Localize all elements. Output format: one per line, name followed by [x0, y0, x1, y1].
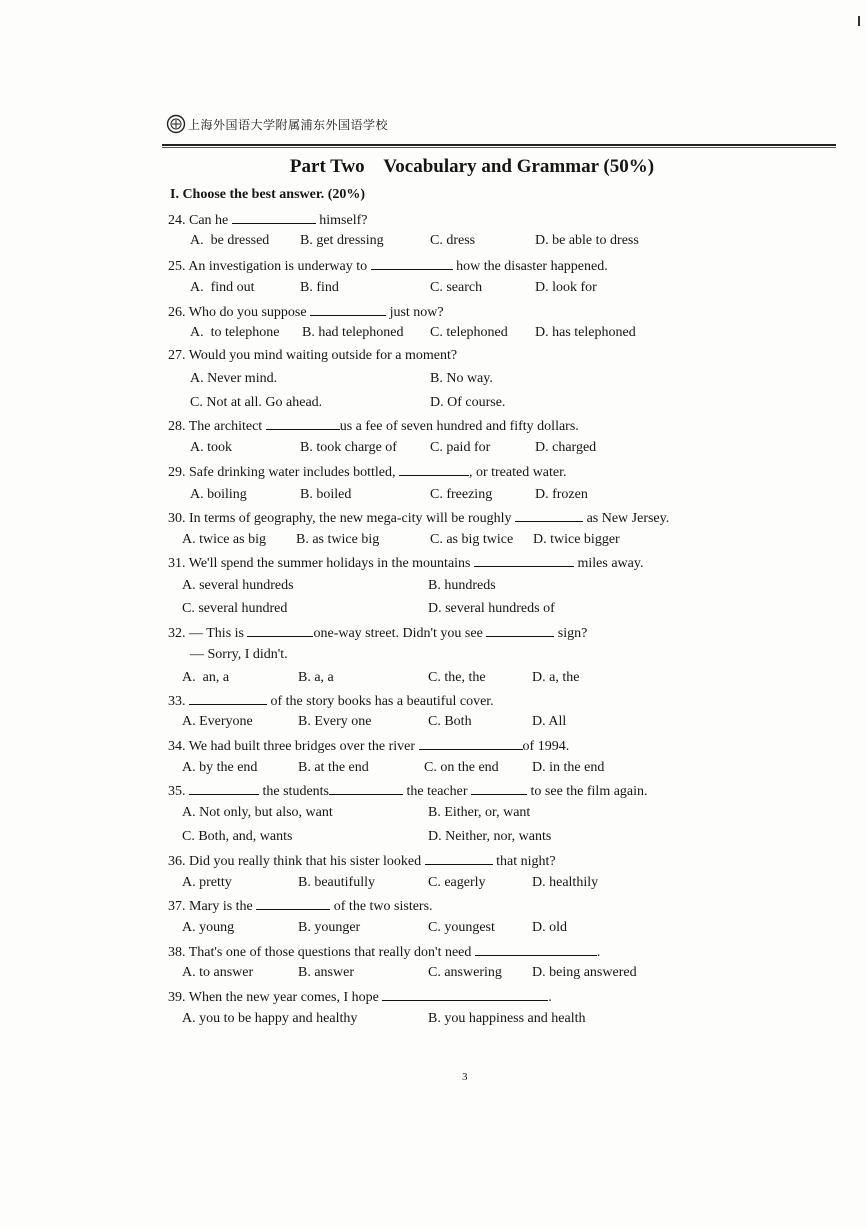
- option-c: C. paid for: [430, 440, 491, 455]
- question-number: 24: [168, 213, 182, 228]
- page-title: Part Two Vocabulary and Grammar (50%): [289, 156, 655, 177]
- answer-blank[interactable]: [232, 210, 316, 224]
- option-c: C. Both: [428, 714, 472, 729]
- answer-blank[interactable]: [474, 553, 574, 567]
- answer-blank[interactable]: [475, 942, 597, 956]
- option-b: B. you happiness and health: [428, 1011, 586, 1026]
- school-header: [166, 112, 466, 136]
- question-34: 34. We had built three bridges over the river of 1994.: [168, 736, 569, 756]
- question-number: 35: [168, 784, 182, 799]
- option-d: D. old: [532, 920, 567, 935]
- header-rule-thin: [162, 147, 836, 148]
- option-a: A. you to be happy and healthy: [182, 1011, 358, 1026]
- option-c: C. Both, and, wants: [182, 829, 293, 844]
- option-a: A. an, a: [182, 670, 230, 685]
- question-25: 25. An investigation is underway to how the disaster happened.: [168, 256, 608, 276]
- option-a: A. twice as big: [182, 532, 266, 547]
- option-d: D. All: [532, 714, 567, 729]
- dialogue-reply: — Sorry, I didn't.: [190, 647, 288, 662]
- question-number: 25: [168, 259, 182, 274]
- option-a: A. Never mind.: [190, 371, 278, 386]
- question-31: 31. We'll spend the summer holidays in the mountains miles away.: [168, 553, 643, 573]
- question-number: 34: [168, 739, 182, 754]
- question-33: 33. of the story books has a beautiful cover.: [168, 691, 494, 711]
- answer-blank[interactable]: [189, 691, 267, 705]
- question-number: 26: [168, 305, 182, 320]
- answer-blank[interactable]: [266, 416, 340, 430]
- option-c: C. search: [430, 280, 483, 295]
- answer-blank[interactable]: [371, 256, 453, 270]
- option-b: B. hundreds: [428, 578, 496, 593]
- question-35: 35. the students the teacher to see the film again.: [168, 781, 648, 801]
- option-b: B. get dressing: [300, 233, 384, 248]
- header-rule: [162, 144, 836, 146]
- answer-blank[interactable]: [247, 623, 313, 637]
- answer-blank[interactable]: [189, 781, 259, 795]
- question-30: 30. In terms of geography, the new mega-city will be roughly as New Jersey.: [168, 508, 669, 528]
- option-d: D. a, the: [532, 670, 580, 685]
- school-logo-icon: [166, 114, 186, 134]
- page-number: 3: [462, 1071, 468, 1083]
- option-b: B. as twice big: [296, 532, 380, 547]
- question-number: 38: [168, 945, 182, 960]
- question-32: 32. — This is one-way street. Didn't you see sign?: [168, 623, 587, 643]
- question-number: 39: [168, 990, 182, 1005]
- option-c: C. on the end: [424, 760, 499, 775]
- question-27: 27. Would you mind waiting outside for a moment?: [168, 348, 458, 363]
- option-c: C. eagerly: [428, 875, 486, 890]
- option-b: B. a, a: [298, 670, 334, 685]
- school-name: 上海外国语大学附属浦东外国语学校: [188, 117, 389, 132]
- option-d: D. twice bigger: [533, 532, 620, 547]
- question-37: 37. Mary is the of the two sisters.: [168, 896, 433, 916]
- option-c: C. Not at all. Go ahead.: [190, 395, 323, 410]
- option-b: B. Either, or, want: [428, 805, 531, 820]
- option-a: A. to telephone: [190, 325, 280, 340]
- option-b: B. boiled: [300, 487, 352, 502]
- option-c: C. answering: [428, 965, 502, 980]
- option-c: C. several hundred: [182, 601, 288, 616]
- answer-blank[interactable]: [256, 896, 330, 910]
- option-d: D. look for: [535, 280, 597, 295]
- question-36: 36. Did you really think that his sister looked that night?: [168, 851, 556, 871]
- option-b: B. Every one: [298, 714, 372, 729]
- option-b: B. find: [300, 280, 339, 295]
- question-number: 33: [168, 694, 182, 709]
- answer-blank[interactable]: [419, 736, 523, 750]
- option-b: B. No way.: [430, 371, 493, 386]
- answer-blank[interactable]: [471, 781, 527, 795]
- question-28: 28. The architect us a fee of seven hundred and fifty dollars.: [168, 416, 579, 436]
- question-24: 24. Can he himself?: [168, 210, 367, 230]
- option-b: B. at the end: [298, 760, 369, 775]
- option-c: C. telephoned: [430, 325, 508, 340]
- option-d: D. in the end: [532, 760, 605, 775]
- question-number: 31: [168, 556, 182, 571]
- option-b: B. answer: [298, 965, 354, 980]
- option-c: C. youngest: [428, 920, 495, 935]
- option-a: A. pretty: [182, 875, 232, 890]
- option-d: D. charged: [535, 440, 597, 455]
- option-d: D. Of course.: [430, 395, 506, 410]
- question-number: 30: [168, 511, 182, 526]
- question-number: 32: [168, 626, 182, 641]
- option-a: A. several hundreds: [182, 578, 294, 593]
- option-c: C. freezing: [430, 487, 493, 502]
- answer-blank[interactable]: [486, 623, 554, 637]
- question-number: 29: [168, 465, 182, 480]
- option-b: B. beautifully: [298, 875, 375, 890]
- option-d: D. has telephoned: [535, 325, 636, 340]
- question-29: 29. Safe drinking water includes bottled, , or treated water.: [168, 462, 567, 482]
- question-26: 26. Who do you suppose just now?: [168, 302, 444, 322]
- option-a: A. boiling: [190, 487, 247, 502]
- question-number: 27: [168, 348, 182, 363]
- scan-mark: [858, 16, 860, 26]
- question-number: 28: [168, 419, 182, 434]
- option-c: C. dress: [430, 233, 476, 248]
- option-d: D. being answered: [532, 965, 637, 980]
- option-a: A. be dressed: [190, 233, 270, 248]
- option-d: D. several hundreds of: [428, 601, 555, 616]
- answer-blank[interactable]: [310, 302, 386, 316]
- option-a: A. took: [190, 440, 232, 455]
- option-b: B. younger: [298, 920, 361, 935]
- option-c: C. as big twice: [430, 532, 514, 547]
- option-d: D. frozen: [535, 487, 588, 502]
- question-number: 36: [168, 854, 182, 869]
- section-heading: I. Choose the best answer. (20%): [170, 187, 366, 202]
- option-c: C. the, the: [428, 670, 486, 685]
- option-a: A. young: [182, 920, 235, 935]
- option-d: D. be able to dress: [535, 233, 639, 248]
- option-a: A. Not only, but also, want: [182, 805, 333, 820]
- answer-blank[interactable]: [382, 987, 548, 1001]
- option-a: A. to answer: [182, 965, 254, 980]
- option-b: B. had telephoned: [302, 325, 404, 340]
- question-number: 37: [168, 899, 182, 914]
- answer-blank[interactable]: [399, 462, 469, 476]
- option-d: D. healthily: [532, 875, 599, 890]
- answer-blank[interactable]: [425, 851, 493, 865]
- option-a: A. find out: [190, 280, 255, 295]
- option-a: A. Everyone: [182, 714, 253, 729]
- option-b: B. took charge of: [300, 440, 397, 455]
- option-d: D. Neither, nor, wants: [428, 829, 552, 844]
- question-38: 38. That's one of those questions that really don't need .: [168, 942, 600, 962]
- answer-blank[interactable]: [329, 781, 403, 795]
- answer-blank[interactable]: [515, 508, 583, 522]
- question-39: 39. When the new year comes, I hope .: [168, 987, 552, 1007]
- option-a: A. by the end: [182, 760, 258, 775]
